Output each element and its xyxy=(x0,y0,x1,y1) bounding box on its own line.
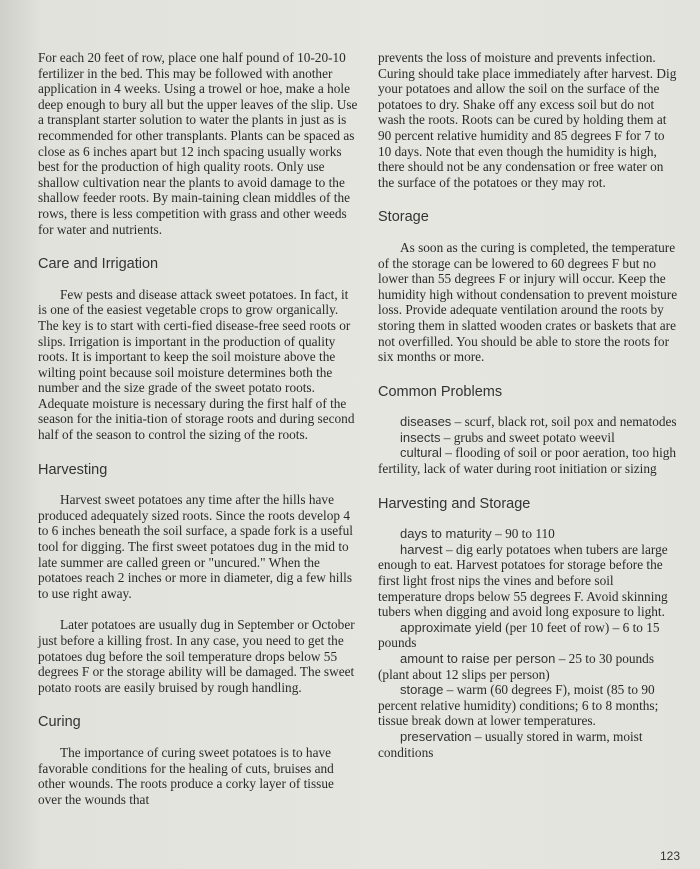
list-item xyxy=(378,651,680,682)
term-text: – usually stored in warm, moist conditions xyxy=(378,728,643,760)
curing-continued-paragraph: prevents the loss of moisture and prevents infection. Curing should take place immediately after harvest. Dig your potatoes and allow the soil on the surface of the potatoes to dry. Shake off any excess soil but do not wash the roots. Roots can be cured by holding them at 90 percent relative humidity and 85 degrees F for 7 to 10 days. Note that even though the humidity is high, there should not be any condensation or free water on the surface of the potatoes or they may rot. xyxy=(378,50,677,190)
term-label: approximate yield xyxy=(400,619,502,635)
harvest-storage-list xyxy=(378,526,680,760)
care-paragraph: Few pests and disease attack sweet potatoes. In fact, it is one of the easiest vegetable crops to grow organically. The key is to start with certi-fied disease-free seed roots or slips. Irrigation is important in the production of quality roots. It is important to keep the soil moisture above the wilting point because soil moisture determines both the number and the size grade of the sweet potato roots. Adequate moisture is necessary during the first half of the season for the initia-tion of storage roots and during second half of the season to control the sizing of the roots. xyxy=(38,286,355,443)
term-label: storage xyxy=(400,682,444,698)
harvesting-paragraph-1: Harvest sweet potatoes any time after the hills have produced adequately sized roots. Since the roots develop 4 to 6 inches beneath the soil surface, a spade fork is a useful tool for digging. The first sweet potatoes dug in the mid to late summer are called green or "uncured." When the potatoes reach 2 inches or more in diameter, dig a few hills to use right away. xyxy=(38,492,353,601)
term-label: amount to raise per person xyxy=(400,651,556,666)
heading-harvesting: Harvesting xyxy=(38,461,108,478)
term-text: – 90 to 110 xyxy=(491,526,555,542)
term-label: diseases xyxy=(400,414,452,430)
term-label: preservation xyxy=(400,728,472,744)
heading-harvesting-storage: Harvesting and Storage xyxy=(378,495,531,512)
storage-paragraph: As soon as the curing is completed, the temperature of the storage can be lowered to 60 degrees F but no lower than 55 degrees F or injury will occur. Keep the humidity high without condensation to prevent moisture loss. Provide adequate ventilation around the roots by storing them in slatted wooden crates or baskets that are not overfilled. You should be able to store the roots for six months or more. xyxy=(378,239,678,365)
term-text: – 25 to 30 pounds (plant about 12 slips per person) xyxy=(378,651,654,682)
term-text: – flooding of soil or poor aeration, too high fertility, lack of water during root initiation or sizing xyxy=(378,445,677,477)
term-text: – dig early potatoes when tubers are large enough to eat. Harvest potatoes for storage before the first light frost nips the vines and before soil temperature drops below 55 degrees F. Avoid skinning tubers when digging and avoid long exposure to light. xyxy=(378,541,668,620)
heading-storage: Storage xyxy=(378,209,429,226)
curing-paragraph: The importance of curing sweet potatoes is to have favorable conditions for the healing of cuts, bruises and other wounds. The roots produce a corky layer of tissue over the wounds that xyxy=(38,744,334,807)
term-text: – grubs and sweet potato weevil xyxy=(440,429,615,445)
list-item xyxy=(378,542,680,620)
left-column xyxy=(38,50,360,807)
list-item xyxy=(378,682,680,729)
term-text: – warm (60 degrees F), moist (85 to 90 percent relative humidity) conditions; 6 to 8 months; tissue break down at lower temperatures. xyxy=(378,682,659,729)
term-text: – scurf, black rot, soil pox and nematodes xyxy=(451,414,677,430)
page-number: 123 xyxy=(659,849,680,863)
harvesting-paragraph-2: Later potatoes are usually dug in September or October just before a killing frost. In any case, you need to get the potatoes dug before the soil temperature drops below 55 degrees F or the storage ability will be damaged. The sweet potato roots are easily bruised by rough handling. xyxy=(38,617,355,695)
list-item xyxy=(378,526,680,542)
list-item xyxy=(378,445,680,476)
heading-curing: Curing xyxy=(38,714,81,731)
list-item xyxy=(378,729,680,760)
term-label: harvest xyxy=(400,541,443,557)
term-label: cultural xyxy=(400,445,442,461)
heading-common-problems: Common Problems xyxy=(378,383,503,400)
term-text: (per 10 feet of row) – 6 to 15 pounds xyxy=(378,619,660,651)
right-column xyxy=(378,50,680,760)
term-label: insects xyxy=(400,429,441,445)
intro-paragraph: For each 20 feet of row, place one half pound of 10-20-10 fertilizer in the bed. This may be followed with another application in 4 weeks. Using a trowel or hoe, make a hole deep enough to bury all but the upper leaves of the slip. Use a transplant starter solution to water the plants in just as is recommended for other transplants. Plants can be spaced as close as 6 inches apart but 12 inch spacing usually works best for the production of high quality roots. Only use shallow cultivation near the plants to avoid damage to the shallow feeder roots. By main-taining clean middles of the rows, there is less competition with grass and other weeds for water and nutrients. xyxy=(38,50,358,237)
heading-care-irrigation: Care and Irrigation xyxy=(38,256,159,273)
term-label: days to maturity xyxy=(400,526,492,542)
problems-list xyxy=(378,414,680,476)
list-item xyxy=(378,414,680,430)
list-item xyxy=(378,620,680,651)
list-item xyxy=(378,430,680,446)
